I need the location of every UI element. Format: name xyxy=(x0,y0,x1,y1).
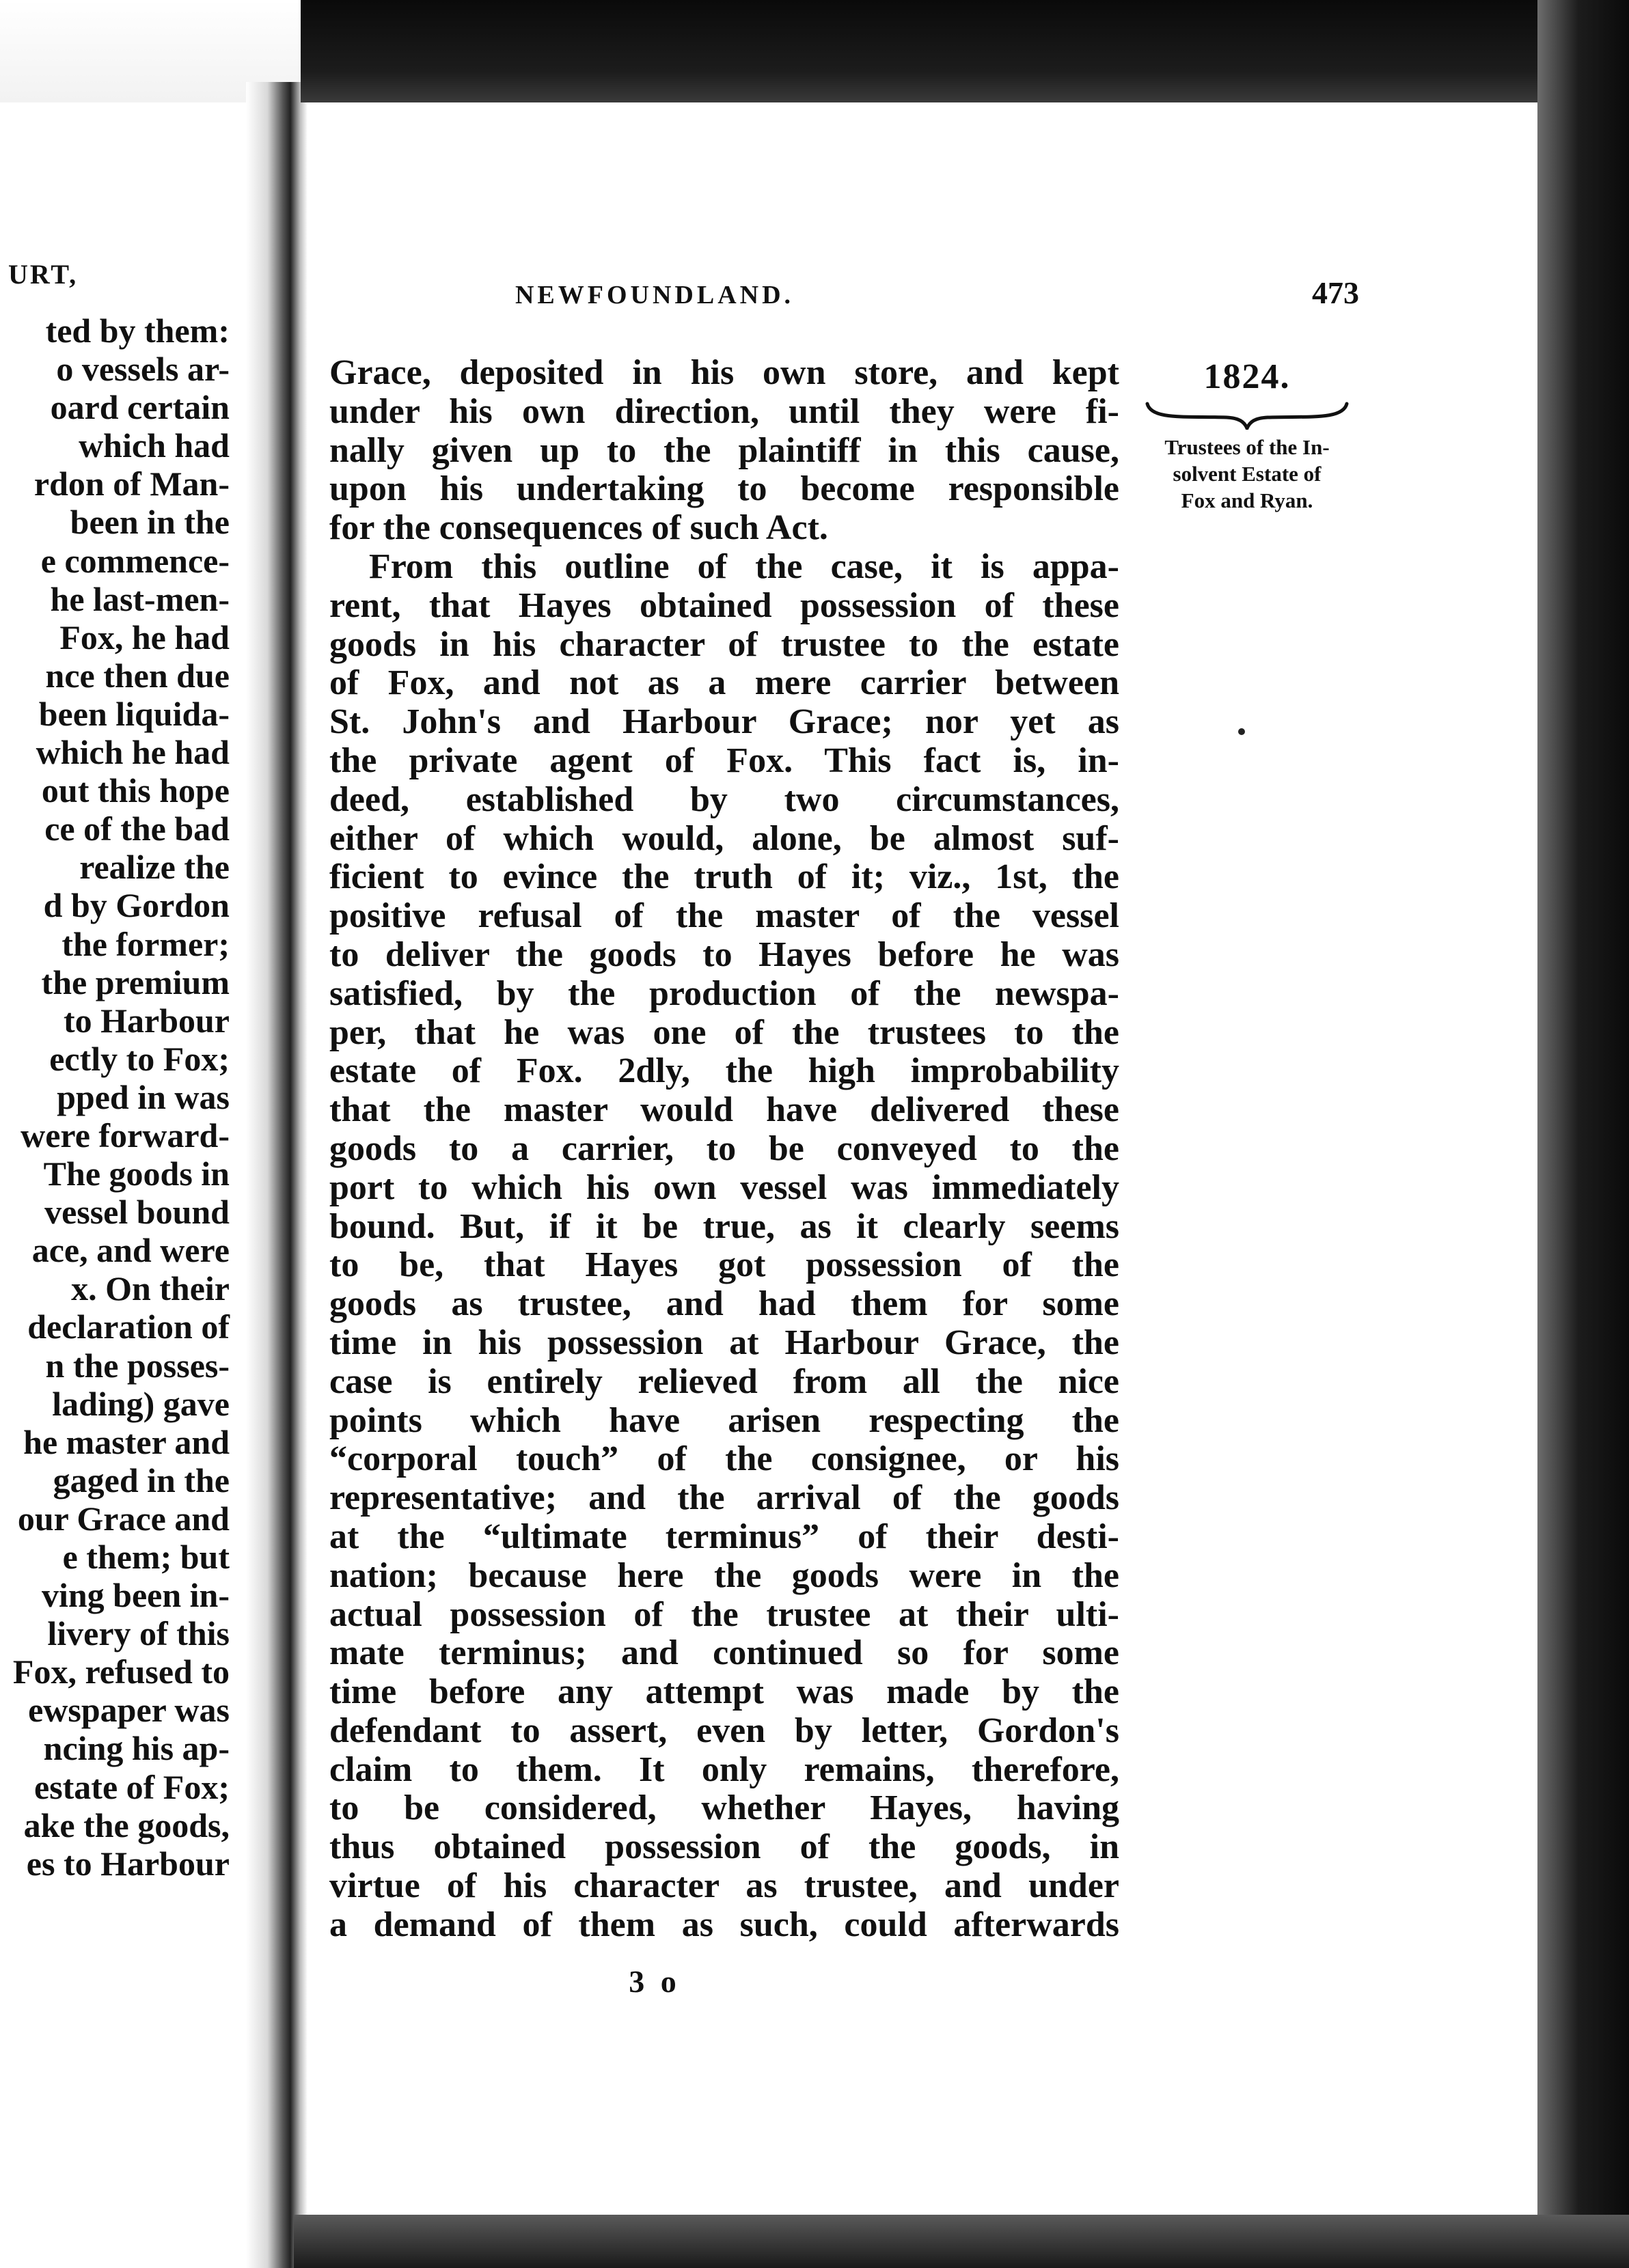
facing-page-line: been liquida- xyxy=(38,694,230,733)
body-line: under his own direction, until they were fi- xyxy=(329,391,1119,431)
body-line: port to which his own vessel was immediately xyxy=(329,1167,1119,1207)
body-line: representative; and the arrival of the goods xyxy=(329,1478,1119,1518)
curly-brace-icon xyxy=(1145,400,1350,430)
body-line: per, that he was one of the trustees to the xyxy=(329,1012,1119,1052)
facing-page-line: n the posses- xyxy=(45,1346,230,1385)
body-line: that the master would have delivered these xyxy=(329,1090,1119,1130)
facing-page-line: he last-men- xyxy=(50,579,230,618)
marginal-note xyxy=(1127,357,1367,514)
sidenote-caption-line: Fox and Ryan. xyxy=(1181,488,1313,512)
facing-page-line: he master and xyxy=(23,1422,230,1461)
facing-page-line: x. On their xyxy=(71,1269,230,1308)
body-line: at the “ultimate terminus” of their desti- xyxy=(329,1517,1119,1556)
facing-page-line: ectly to Fox; xyxy=(49,1039,230,1078)
facing-page-line: declaration of xyxy=(27,1308,230,1346)
facing-page-text xyxy=(0,312,230,1883)
facing-page-line: Fox, refused to xyxy=(12,1652,230,1691)
sidenote-caption-line: solvent Estate of xyxy=(1173,462,1322,486)
body-line: “corporal touch” of the consignee, or his xyxy=(329,1439,1119,1479)
scan-border-bottom xyxy=(294,2215,1629,2268)
body-line: goods to a carrier, to be conveyed to the xyxy=(329,1129,1119,1168)
body-line: either of which would, alone, be almost suf- xyxy=(329,818,1119,858)
sidenote-year: 1824. xyxy=(1203,357,1291,396)
body-line: claim to them. It only remains, therefore, xyxy=(329,1750,1119,1789)
facing-page-line: which he had xyxy=(36,733,230,772)
body-line: actual possession of the trustee at their ulti- xyxy=(329,1594,1119,1634)
body-line: case is entirely relieved from all the nice xyxy=(329,1361,1119,1401)
body-line: satisfied, by the production of the newspa- xyxy=(329,973,1119,1013)
facing-page-line: lading) gave xyxy=(52,1384,230,1423)
body-line: points which have arisen respecting the xyxy=(329,1400,1119,1440)
facing-page-line: pped in was xyxy=(57,1077,230,1116)
facing-page-line: oard certain xyxy=(50,388,230,427)
body-line: positive refusal of the master of the vessel xyxy=(329,896,1119,936)
facing-page-line: realize the xyxy=(79,848,230,887)
facing-page-line: which had xyxy=(79,426,230,465)
body-line: to be considered, whether Hayes, having xyxy=(329,1788,1119,1828)
facing-page-line: out this hope xyxy=(41,771,230,810)
sidenote-caption-line: Trustees of the In- xyxy=(1164,435,1330,459)
ink-speck xyxy=(1238,728,1245,735)
facing-page-line: e commence- xyxy=(40,541,230,580)
facing-page-line: livery of this xyxy=(47,1614,230,1653)
body-line: estate of Fox. 2dly, the high improbability xyxy=(329,1051,1119,1091)
facing-page-line: ted by them: xyxy=(45,312,230,350)
body-line: to deliver the goods to Hayes before he was xyxy=(329,935,1119,974)
body-line: virtue of his character as trustee, and under xyxy=(329,1866,1119,1906)
facing-page-line: been in the xyxy=(70,503,230,542)
facing-page-line: the former; xyxy=(61,924,230,963)
body-line: for the consequences of such Act. xyxy=(329,508,828,548)
facing-page-line: nce then due xyxy=(45,656,230,695)
body-line: the private agent of Fox. This fact is, in- xyxy=(329,741,1119,780)
body-line: time in his possession at Harbour Grace, the xyxy=(329,1323,1119,1362)
facing-page-line: ving been in- xyxy=(41,1576,230,1615)
facing-page-line: ace, and were xyxy=(31,1231,230,1270)
page-number: 473 xyxy=(1312,275,1359,310)
facing-page-line: e them; but xyxy=(62,1538,230,1576)
body-line: bound. But, if it be true, as it clearly seems xyxy=(329,1206,1119,1246)
body-line: deed, established by two circumstances, xyxy=(329,779,1119,819)
book-page xyxy=(313,102,1536,2215)
facing-page-line: ake the goods, xyxy=(23,1806,230,1844)
body-text xyxy=(329,354,1119,1945)
facing-page-line: d by Gordon xyxy=(43,886,230,925)
body-line: to be, that Hayes got possession of the xyxy=(329,1245,1119,1285)
facing-page-line: ewspaper was xyxy=(28,1691,230,1730)
facing-page-line: The goods in xyxy=(43,1154,230,1193)
facing-page-line: es to Harbour xyxy=(26,1844,230,1883)
scan-border-right xyxy=(1537,0,1629,2268)
body-line: From this outline of the case, it is appa- xyxy=(369,547,1119,586)
body-line: rent, that Hayes obtained possession of these xyxy=(329,585,1119,625)
facing-page-line: o vessels ar- xyxy=(56,350,230,389)
facing-page-running-head: URT, xyxy=(8,259,79,290)
facing-page-line: the premium xyxy=(41,963,230,1001)
sidenote-caption xyxy=(1127,434,1367,514)
facing-page-line: to Harbour xyxy=(63,1001,230,1040)
running-head: NEWFOUNDLAND. xyxy=(515,281,795,309)
facing-page-line: our Grace and xyxy=(17,1499,230,1538)
facing-page-line: gaged in the xyxy=(53,1461,230,1499)
facing-page-line: estate of Fox; xyxy=(34,1767,230,1806)
body-line: goods in his character of trustee to the estate xyxy=(329,624,1119,664)
facing-page-line: ncing his ap- xyxy=(43,1729,230,1768)
body-line: ficient to evince the truth of it; viz., 1st, the xyxy=(329,857,1119,897)
body-line: mate terminus; and continued so for some xyxy=(329,1633,1119,1673)
facing-page-fragment xyxy=(0,0,260,2268)
signature-mark: 3 o xyxy=(629,1964,681,1999)
body-line: of Fox, and not as a mere carrier between xyxy=(329,663,1119,703)
facing-page-line: ce of the bad xyxy=(44,810,230,848)
body-line: St. John's and Harbour Grace; nor yet as xyxy=(329,702,1119,742)
body-line: nation; because here the goods were in the xyxy=(329,1555,1119,1595)
body-line: nally given up to the plaintiff in this cause, xyxy=(329,430,1119,470)
body-line: defendant to assert, even by letter, Gordon's xyxy=(329,1711,1119,1750)
book-gutter xyxy=(246,82,307,2268)
body-line: upon his undertaking to become responsible xyxy=(329,469,1119,509)
body-line: goods as trustee, and had them for some xyxy=(329,1284,1119,1324)
facing-page-line: rdon of Man- xyxy=(33,465,230,503)
body-line: thus obtained possession of the goods, in xyxy=(329,1827,1119,1867)
body-line: Grace, deposited in his own store, and kept xyxy=(329,353,1119,392)
facing-page-line: vessel bound xyxy=(44,1193,230,1232)
facing-page-line: were forward- xyxy=(20,1116,230,1154)
facing-page-line: Fox, he had xyxy=(59,618,230,656)
scan-border-top xyxy=(301,0,1629,102)
body-line: time before any attempt was made by the xyxy=(329,1672,1119,1712)
body-line: a demand of them as such, could afterwards xyxy=(329,1905,1119,1944)
